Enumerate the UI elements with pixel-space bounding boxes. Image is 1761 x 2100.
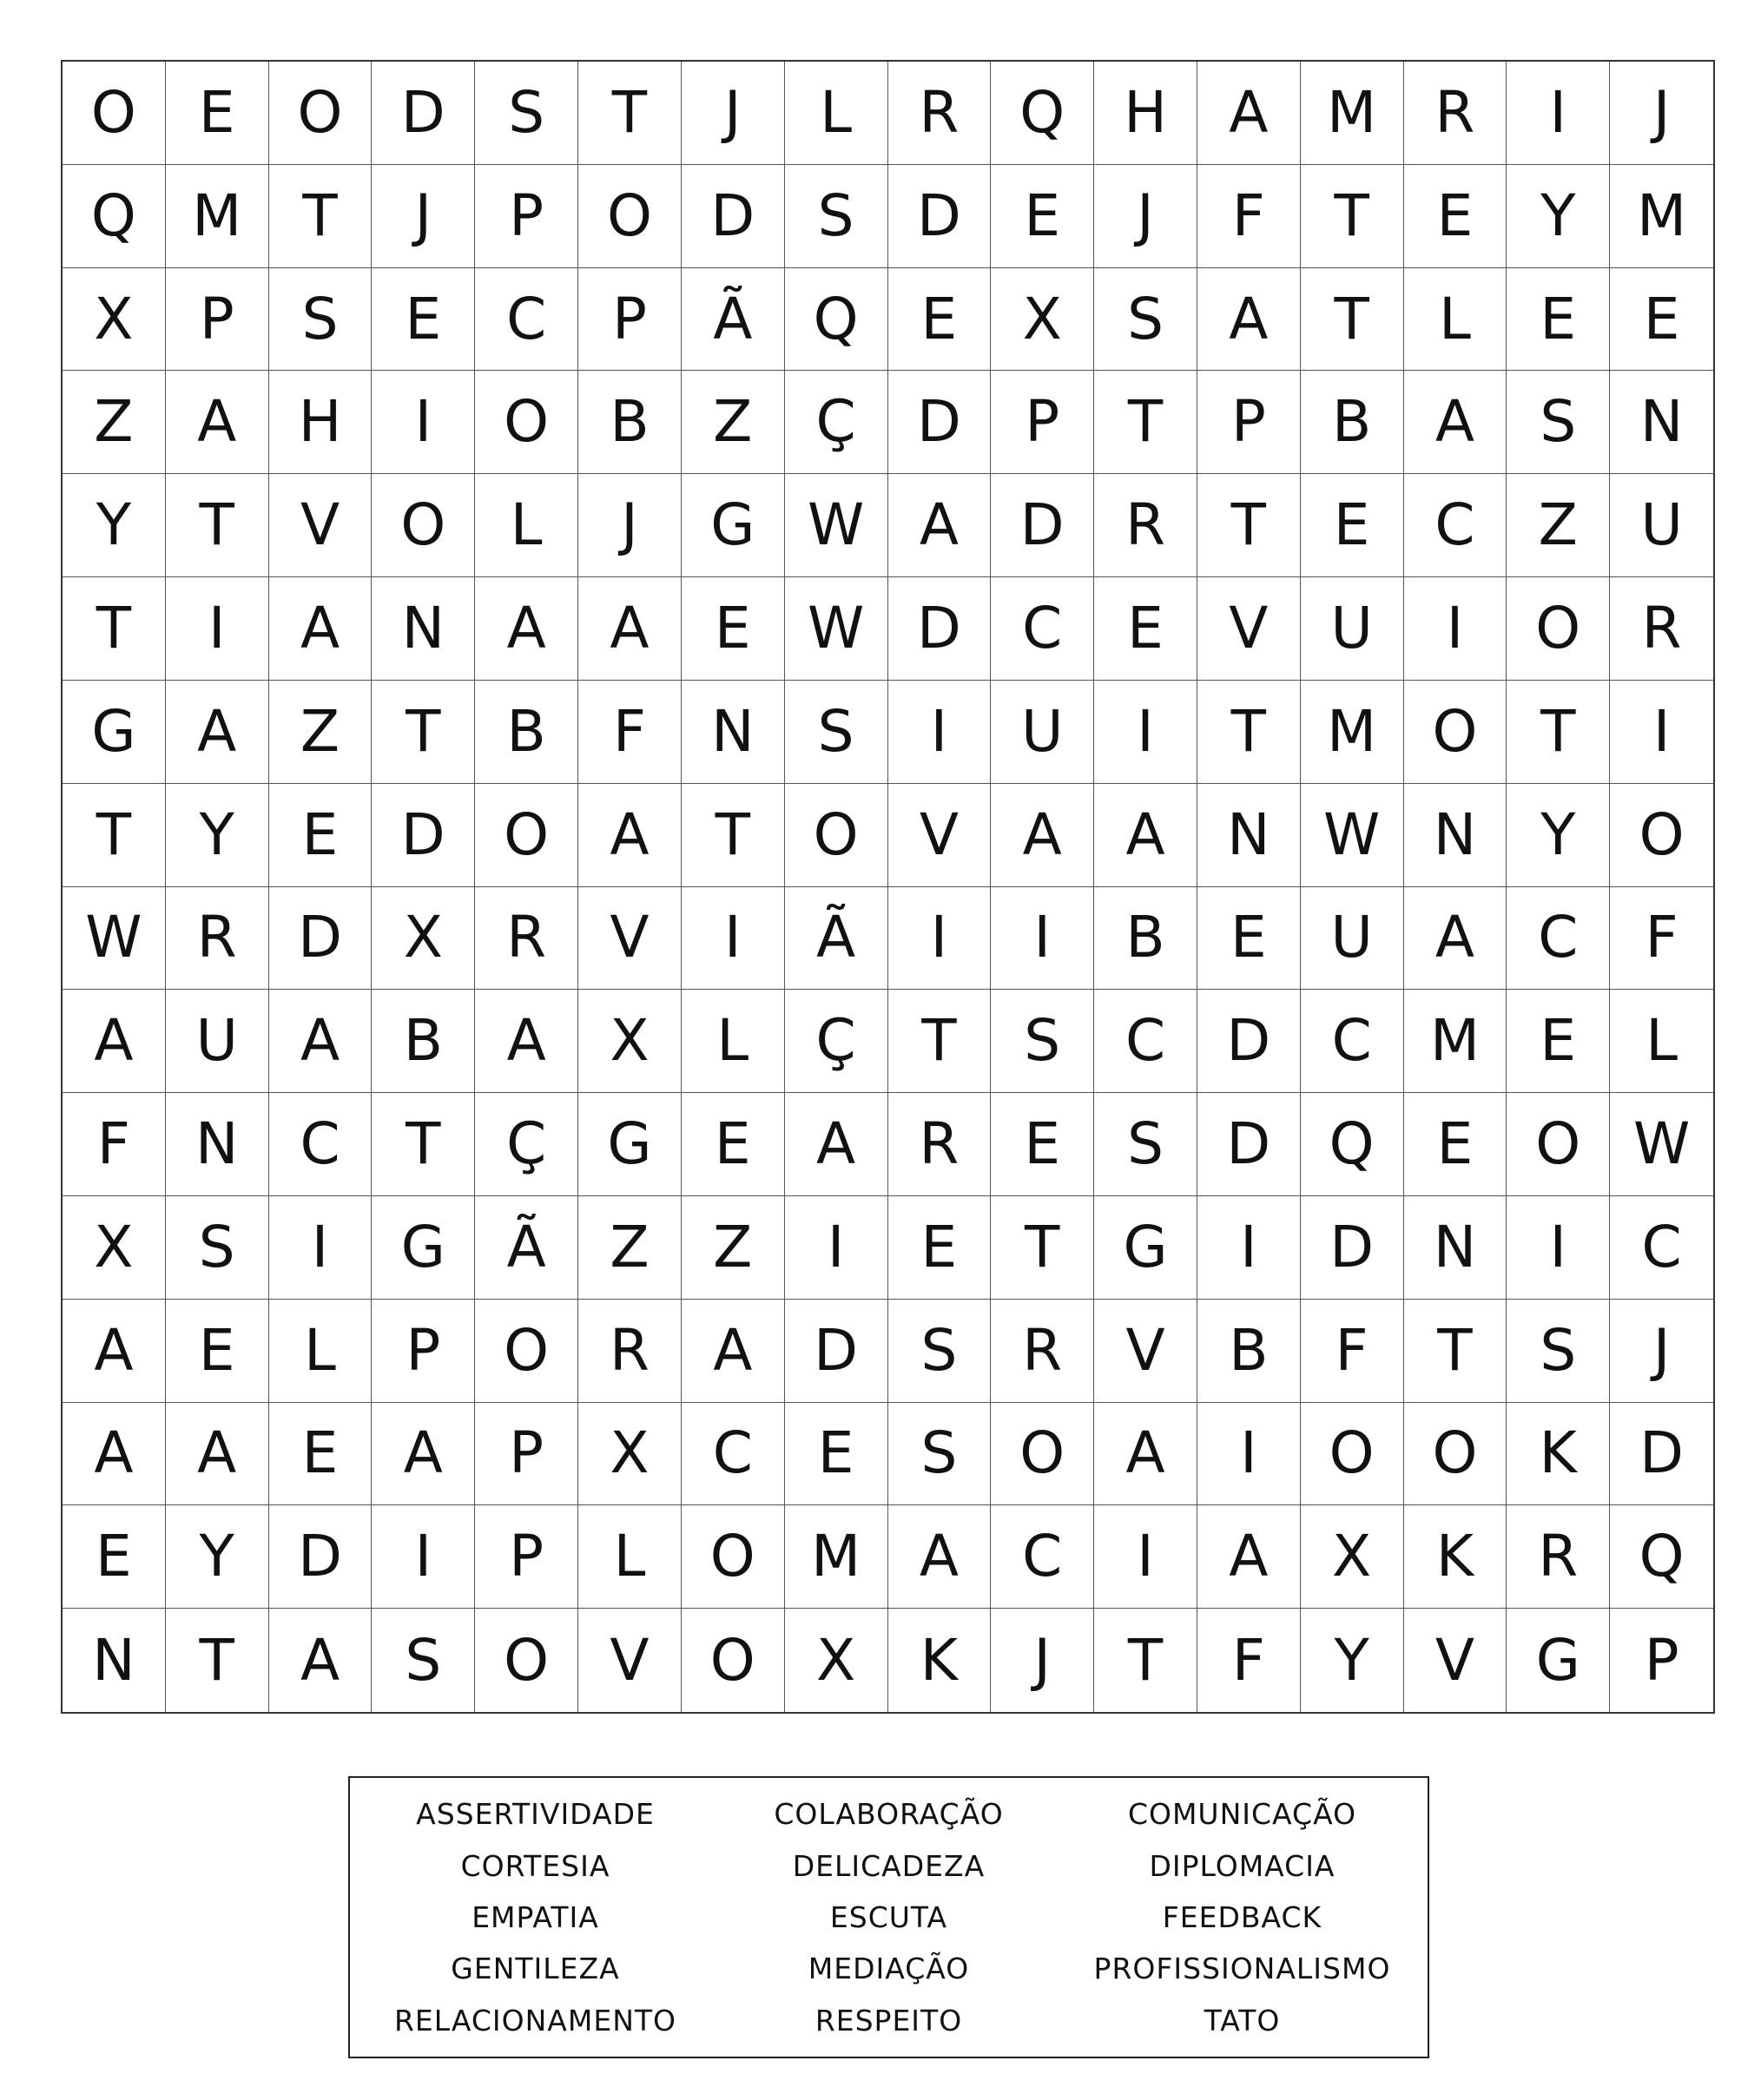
grid-letter-cell[interactable]: X: [785, 1609, 888, 1712]
grid-letter-cell[interactable]: A: [269, 1609, 373, 1712]
grid-letter-cell[interactable]: P: [578, 268, 682, 372]
grid-letter-cell[interactable]: A: [63, 1403, 166, 1506]
grid-letter-cell[interactable]: S: [1507, 371, 1610, 474]
word-bank-item: MEDIAÇÃO: [808, 1952, 970, 1986]
word-bank: [348, 1776, 1429, 2058]
grid-letter-cell[interactable]: R: [578, 1300, 682, 1403]
grid-letter-cell[interactable]: L: [269, 1300, 373, 1403]
grid-letter-cell[interactable]: R: [1507, 1505, 1610, 1609]
grid-letter-cell[interactable]: A: [578, 784, 682, 887]
grid-letter-cell[interactable]: S: [475, 62, 578, 165]
grid-letter-cell[interactable]: A: [888, 1505, 992, 1609]
grid-letter-cell[interactable]: O: [1404, 681, 1507, 784]
grid-letter-cell[interactable]: X: [372, 887, 475, 991]
grid-letter-cell[interactable]: O: [682, 1505, 785, 1609]
grid-letter-cell[interactable]: N: [1404, 1196, 1507, 1300]
grid-letter-cell[interactable]: I: [1610, 681, 1713, 784]
grid-letter-cell[interactable]: N: [1610, 371, 1713, 474]
word-bank-item: RESPEITO: [815, 2003, 963, 2037]
grid-letter-cell[interactable]: Ç: [785, 371, 888, 474]
grid-letter-cell[interactable]: E: [1197, 887, 1301, 991]
grid-letter-cell[interactable]: Y: [166, 784, 269, 887]
word-bank-item: FEEDBACK: [1162, 1899, 1322, 1934]
grid-letter-cell[interactable]: I: [888, 681, 992, 784]
grid-letter-cell[interactable]: T: [372, 1093, 475, 1196]
grid-letter-cell[interactable]: E: [1404, 1093, 1507, 1196]
word-bank-item: DELICADEZA: [792, 1848, 986, 1883]
grid-letter-cell[interactable]: O: [372, 474, 475, 577]
grid-letter-cell[interactable]: P: [372, 1300, 475, 1403]
grid-letter-cell[interactable]: N: [372, 577, 475, 681]
grid-letter-cell[interactable]: D: [1197, 1093, 1301, 1196]
grid-letter-cell[interactable]: W: [1610, 1093, 1713, 1196]
grid-letter-cell[interactable]: I: [269, 1196, 373, 1300]
grid-letter-cell[interactable]: D: [1197, 990, 1301, 1093]
grid-letter-cell[interactable]: A: [372, 1403, 475, 1506]
grid-letter-cell[interactable]: G: [578, 1093, 682, 1196]
grid-letter-cell[interactable]: D: [991, 474, 1094, 577]
grid-letter-cell[interactable]: Z: [578, 1196, 682, 1300]
grid-letter-cell[interactable]: F: [1610, 887, 1713, 991]
grid-letter-cell[interactable]: C: [991, 577, 1094, 681]
grid-letter-cell[interactable]: S: [1094, 268, 1197, 372]
grid-letter-cell[interactable]: Z: [1507, 474, 1610, 577]
grid-letter-cell[interactable]: Y: [1507, 165, 1610, 268]
grid-letter-cell[interactable]: D: [888, 371, 992, 474]
grid-letter-cell[interactable]: R: [888, 62, 992, 165]
grid-letter-cell[interactable]: D: [888, 165, 992, 268]
grid-letter-cell[interactable]: A: [1404, 887, 1507, 991]
grid-letter-cell[interactable]: S: [888, 1300, 992, 1403]
grid-letter-cell[interactable]: C: [1404, 474, 1507, 577]
grid-letter-cell[interactable]: I: [888, 887, 992, 991]
grid-letter-cell[interactable]: O: [475, 371, 578, 474]
grid-letter-cell[interactable]: I: [1507, 1196, 1610, 1300]
grid-letter-cell[interactable]: A: [1094, 1403, 1197, 1506]
grid-letter-cell[interactable]: E: [785, 1403, 888, 1506]
grid-letter-cell[interactable]: A: [269, 577, 373, 681]
grid-letter-cell[interactable]: E: [682, 577, 785, 681]
word-bank-item: GENTILEZA: [451, 1952, 620, 1986]
grid-letter-cell[interactable]: I: [372, 371, 475, 474]
grid-letter-cell[interactable]: D: [785, 1300, 888, 1403]
grid-letter-cell[interactable]: T: [372, 681, 475, 784]
grid-letter-cell[interactable]: C: [475, 268, 578, 372]
grid-letter-cell[interactable]: N: [166, 1093, 269, 1196]
grid-letter-cell[interactable]: O: [475, 1609, 578, 1712]
grid-letter-cell[interactable]: I: [785, 1196, 888, 1300]
grid-letter-cell[interactable]: R: [166, 887, 269, 991]
grid-letter-cell[interactable]: P: [475, 165, 578, 268]
grid-letter-cell[interactable]: D: [372, 784, 475, 887]
grid-letter-cell[interactable]: N: [63, 1609, 166, 1712]
word-bank-item: CORTESIA: [460, 1848, 610, 1883]
grid-letter-cell[interactable]: U: [1301, 577, 1404, 681]
grid-letter-cell[interactable]: J: [372, 165, 475, 268]
grid-letter-cell[interactable]: G: [1094, 1196, 1197, 1300]
grid-letter-cell[interactable]: J: [991, 1609, 1094, 1712]
grid-letter-cell[interactable]: O: [475, 1300, 578, 1403]
grid-letter-cell[interactable]: B: [1301, 371, 1404, 474]
grid-letter-cell[interactable]: W: [785, 577, 888, 681]
grid-letter-cell[interactable]: C: [682, 1403, 785, 1506]
grid-letter-cell[interactable]: R: [888, 1093, 992, 1196]
grid-letter-cell[interactable]: O: [269, 62, 373, 165]
grid-letter-cell[interactable]: T: [578, 62, 682, 165]
grid-letter-cell[interactable]: Y: [166, 1505, 269, 1609]
grid-letter-cell[interactable]: I: [1197, 1196, 1301, 1300]
grid-letter-cell[interactable]: B: [578, 371, 682, 474]
grid-letter-cell[interactable]: V: [1404, 1609, 1507, 1712]
grid-letter-cell[interactable]: D: [1610, 1403, 1713, 1506]
grid-letter-cell[interactable]: O: [682, 1609, 785, 1712]
grid-letter-cell[interactable]: P: [166, 268, 269, 372]
grid-letter-cell[interactable]: C: [1094, 990, 1197, 1093]
grid-letter-cell[interactable]: Q: [785, 268, 888, 372]
grid-letter-cell[interactable]: R: [475, 887, 578, 991]
grid-letter-cell[interactable]: T: [63, 784, 166, 887]
grid-letter-cell[interactable]: A: [475, 990, 578, 1093]
grid-letter-cell[interactable]: M: [1301, 62, 1404, 165]
grid-letter-cell[interactable]: U: [166, 990, 269, 1093]
grid-letter-cell[interactable]: I: [1404, 577, 1507, 681]
grid-letter-cell[interactable]: E: [63, 1505, 166, 1609]
grid-letter-cell[interactable]: Ã: [785, 887, 888, 991]
grid-letter-cell[interactable]: A: [578, 577, 682, 681]
grid-letter-cell[interactable]: V: [269, 474, 373, 577]
grid-letter-cell[interactable]: T: [1507, 681, 1610, 784]
grid-letter-cell[interactable]: T: [1301, 268, 1404, 372]
grid-letter-cell[interactable]: Ç: [475, 1093, 578, 1196]
word-bank-item: ASSERTIVIDADE: [416, 1797, 655, 1832]
grid-letter-cell[interactable]: G: [372, 1196, 475, 1300]
grid-letter-cell[interactable]: Q: [63, 165, 166, 268]
grid-letter-cell[interactable]: K: [1507, 1403, 1610, 1506]
grid-letter-cell[interactable]: Ã: [475, 1196, 578, 1300]
grid-letter-cell[interactable]: Y: [1507, 784, 1610, 887]
grid-letter-cell[interactable]: A: [682, 1300, 785, 1403]
grid-letter-cell[interactable]: U: [991, 681, 1094, 784]
grid-letter-cell[interactable]: E: [269, 1403, 373, 1506]
grid-letter-cell[interactable]: R: [1610, 577, 1713, 681]
grid-letter-cell[interactable]: P: [991, 371, 1094, 474]
grid-letter-cell[interactable]: D: [372, 62, 475, 165]
grid-letter-cell[interactable]: E: [1404, 165, 1507, 268]
grid-letter-cell[interactable]: A: [1404, 371, 1507, 474]
grid-letter-cell[interactable]: A: [475, 577, 578, 681]
grid-letter-cell[interactable]: J: [1610, 62, 1713, 165]
grid-letter-cell[interactable]: O: [475, 784, 578, 887]
grid-letter-cell[interactable]: M: [166, 165, 269, 268]
word-bank-item: RELACIONAMENTO: [393, 2003, 677, 2037]
grid-letter-cell[interactable]: I: [1507, 62, 1610, 165]
grid-letter-cell[interactable]: B: [1094, 887, 1197, 991]
grid-letter-cell[interactable]: E: [1094, 577, 1197, 681]
grid-letter-cell[interactable]: I: [1094, 1505, 1197, 1609]
grid-letter-cell[interactable]: F: [1301, 1300, 1404, 1403]
grid-letter-cell[interactable]: K: [1404, 1505, 1507, 1609]
grid-letter-cell[interactable]: O: [1404, 1403, 1507, 1506]
grid-letter-cell[interactable]: R: [1094, 474, 1197, 577]
grid-letter-cell[interactable]: I: [1197, 1403, 1301, 1506]
grid-letter-cell[interactable]: E: [991, 1093, 1094, 1196]
grid-letter-cell[interactable]: M: [785, 1505, 888, 1609]
grid-letter-cell[interactable]: D: [269, 1505, 373, 1609]
grid-letter-cell[interactable]: G: [63, 681, 166, 784]
grid-letter-cell[interactable]: K: [888, 1609, 992, 1712]
grid-letter-cell[interactable]: X: [63, 1196, 166, 1300]
grid-letter-cell[interactable]: C: [1610, 1196, 1713, 1300]
grid-letter-cell[interactable]: N: [1197, 784, 1301, 887]
grid-letter-cell[interactable]: E: [1301, 474, 1404, 577]
word-bank-item: PROFISSIONALISMO: [1093, 1952, 1391, 1986]
grid-letter-cell[interactable]: J: [682, 62, 785, 165]
grid-letter-cell[interactable]: O: [63, 62, 166, 165]
grid-letter-cell[interactable]: L: [785, 62, 888, 165]
grid-letter-cell[interactable]: H: [269, 371, 373, 474]
grid-letter-cell[interactable]: O: [1301, 1403, 1404, 1506]
word-bank-item: TATO: [1204, 2003, 1281, 2037]
grid-letter-cell[interactable]: E: [682, 1093, 785, 1196]
word-bank-item: COMUNICAÇÃO: [1127, 1797, 1357, 1832]
grid-letter-cell[interactable]: I: [682, 887, 785, 991]
grid-letter-cell[interactable]: M: [1301, 681, 1404, 784]
grid-letter-cell[interactable]: D: [682, 165, 785, 268]
grid-letter-cell[interactable]: Ã: [682, 268, 785, 372]
grid-letter-cell[interactable]: S: [991, 990, 1094, 1093]
grid-letter-cell[interactable]: O: [991, 1403, 1094, 1506]
grid-letter-cell[interactable]: S: [785, 165, 888, 268]
grid-letter-cell[interactable]: E: [166, 62, 269, 165]
grid-letter-cell[interactable]: L: [475, 474, 578, 577]
grid-letter-cell[interactable]: Z: [63, 371, 166, 474]
grid-letter-cell[interactable]: B: [475, 681, 578, 784]
grid-letter-cell[interactable]: F: [63, 1093, 166, 1196]
grid-letter-cell[interactable]: Z: [682, 1196, 785, 1300]
grid-letter-cell[interactable]: J: [578, 474, 682, 577]
grid-letter-cell[interactable]: F: [1197, 1609, 1301, 1712]
grid-letter-cell[interactable]: U: [1301, 887, 1404, 991]
grid-letter-cell[interactable]: S: [1094, 1093, 1197, 1196]
grid-letter-cell[interactable]: O: [1507, 1093, 1610, 1196]
grid-letter-cell[interactable]: S: [1507, 1300, 1610, 1403]
grid-letter-cell[interactable]: Z: [269, 681, 373, 784]
grid-letter-cell[interactable]: D: [888, 577, 992, 681]
grid-letter-cell[interactable]: V: [578, 887, 682, 991]
grid-letter-cell[interactable]: G: [682, 474, 785, 577]
grid-letter-cell[interactable]: E: [372, 268, 475, 372]
grid-letter-cell[interactable]: J: [1610, 1300, 1713, 1403]
grid-letter-cell[interactable]: T: [63, 577, 166, 681]
grid-letter-cell[interactable]: T: [888, 990, 992, 1093]
grid-letter-cell[interactable]: Q: [1301, 1093, 1404, 1196]
grid-letter-cell[interactable]: A: [63, 1300, 166, 1403]
grid-letter-cell[interactable]: A: [1197, 62, 1301, 165]
grid-letter-cell[interactable]: N: [682, 681, 785, 784]
grid-letter-cell[interactable]: T: [1094, 371, 1197, 474]
grid-letter-cell[interactable]: X: [578, 990, 682, 1093]
grid-letter-cell[interactable]: H: [1094, 62, 1197, 165]
grid-letter-cell[interactable]: I: [991, 887, 1094, 991]
grid-letter-cell[interactable]: D: [1301, 1196, 1404, 1300]
grid-letter-cell[interactable]: F: [1197, 165, 1301, 268]
grid-letter-cell[interactable]: N: [1404, 784, 1507, 887]
grid-letter-cell[interactable]: A: [1197, 1505, 1301, 1609]
word-search-grid: [61, 60, 1715, 1714]
grid-letter-cell[interactable]: A: [991, 784, 1094, 887]
grid-letter-cell[interactable]: X: [578, 1403, 682, 1506]
grid-letter-cell[interactable]: P: [1644, 1626, 1679, 1694]
grid-letter-cell[interactable]: A: [1094, 784, 1197, 887]
grid-letter-cell[interactable]: S: [269, 268, 373, 372]
grid-letter-cell[interactable]: U: [1610, 474, 1713, 577]
grid-letter-cell[interactable]: T: [1197, 681, 1301, 784]
grid-letter-cell[interactable]: T: [1301, 165, 1404, 268]
grid-letter-cell[interactable]: I: [166, 577, 269, 681]
word-bank-item: EMPATIA: [472, 1899, 599, 1934]
grid-letter-cell[interactable]: Ç: [785, 990, 888, 1093]
grid-letter-cell[interactable]: Y: [63, 474, 166, 577]
word-bank-item: ESCUTA: [829, 1899, 948, 1934]
grid-letter-cell[interactable]: O: [578, 165, 682, 268]
grid-letter-cell[interactable]: C: [991, 1505, 1094, 1609]
grid-letter-cell[interactable]: A: [166, 681, 269, 784]
grid-letter-cell[interactable]: R: [1404, 62, 1507, 165]
grid-letter-cell[interactable]: A: [888, 474, 992, 577]
grid-letter-cell[interactable]: S: [166, 1196, 269, 1300]
grid-letter-cell[interactable]: V: [578, 1609, 682, 1712]
grid-letter-cell[interactable]: Q: [1610, 1505, 1713, 1609]
grid-letter-cell[interactable]: T: [166, 474, 269, 577]
grid-letter-cell[interactable]: E: [888, 1196, 992, 1300]
grid-letter-cell[interactable]: W: [1301, 784, 1404, 887]
grid-letter-cell[interactable]: S: [888, 1403, 992, 1506]
grid-letter-cell[interactable]: E: [991, 165, 1094, 268]
grid-letter-cell[interactable]: B: [372, 990, 475, 1093]
grid-letter-cell[interactable]: C: [1301, 990, 1404, 1093]
grid-letter-cell[interactable]: P: [475, 1505, 578, 1609]
grid-letter-cell[interactable]: I: [1094, 681, 1197, 784]
grid-letter-cell[interactable]: D: [269, 887, 373, 991]
grid-letter-cell[interactable]: E: [1610, 268, 1713, 372]
grid-letter-cell[interactable]: A: [166, 1403, 269, 1506]
grid-letter-cell[interactable]: T: [1197, 474, 1301, 577]
word-bank-item: COLABORAÇÃO: [774, 1797, 1004, 1832]
grid-letter-cell[interactable]: Z: [682, 371, 785, 474]
grid-letter-cell[interactable]: T: [269, 165, 373, 268]
grid-letter-cell[interactable]: L: [578, 1505, 682, 1609]
grid-letter-cell[interactable]: A: [166, 371, 269, 474]
grid-letter-cell[interactable]: I: [372, 1505, 475, 1609]
grid-letter-cell[interactable]: X: [991, 268, 1094, 372]
grid-letter-cell[interactable]: X: [1301, 1505, 1404, 1609]
grid-letter-cell[interactable]: E: [1507, 268, 1610, 372]
grid-letter-cell[interactable]: G: [1507, 1609, 1610, 1712]
grid-letter-cell[interactable]: T: [1094, 1609, 1197, 1712]
grid-letter-cell[interactable]: T: [682, 784, 785, 887]
grid-letter-cell[interactable]: S: [785, 681, 888, 784]
grid-letter-cell[interactable]: V: [888, 784, 992, 887]
grid-letter-cell[interactable]: E: [888, 268, 992, 372]
grid-letter-cell[interactable]: P: [1197, 371, 1301, 474]
grid-letter-cell[interactable]: F: [578, 681, 682, 784]
grid-letter-cell[interactable]: A: [269, 990, 373, 1093]
grid-letter-cell[interactable]: M: [1404, 990, 1507, 1093]
grid-letter-cell[interactable]: E: [166, 1300, 269, 1403]
grid-letter-cell[interactable]: C: [1507, 887, 1610, 991]
grid-letter-cell[interactable]: C: [269, 1093, 373, 1196]
grid-letter-cell[interactable]: V: [1094, 1300, 1197, 1403]
grid-letter-cell[interactable]: L: [1610, 990, 1713, 1093]
grid-letter-cell[interactable]: W: [63, 887, 166, 991]
grid-letter-cell[interactable]: T: [1404, 1300, 1507, 1403]
grid-letter-cell[interactable]: Y: [1301, 1609, 1404, 1712]
grid-letter-cell[interactable]: A: [63, 990, 166, 1093]
grid-letter-cell[interactable]: P: [475, 1403, 578, 1506]
grid-letter-cell[interactable]: A: [1197, 268, 1301, 372]
grid-letter-cell[interactable]: E: [1507, 990, 1610, 1093]
grid-letter-cell[interactable]: B: [1197, 1300, 1301, 1403]
grid-letter-cell[interactable]: A: [785, 1093, 888, 1196]
grid-letter-cell[interactable]: O: [1610, 784, 1713, 887]
grid-letter-cell[interactable]: L: [1404, 268, 1507, 372]
grid-letter-cell[interactable]: L: [682, 990, 785, 1093]
grid-letter-cell[interactable]: O: [785, 784, 888, 887]
grid-letter-cell[interactable]: E: [269, 784, 373, 887]
grid-letter-cell[interactable]: T: [166, 1609, 269, 1712]
grid-letter-cell[interactable]: S: [372, 1609, 475, 1712]
grid-letter-cell[interactable]: W: [785, 474, 888, 577]
grid-letter-cell[interactable]: M: [1610, 165, 1713, 268]
grid-letter-cell[interactable]: Q: [991, 62, 1094, 165]
word-bank-item: DIPLOMACIA: [1149, 1848, 1336, 1883]
grid-letter-cell[interactable]: J: [1094, 165, 1197, 268]
grid-letter-cell[interactable]: V: [1197, 577, 1301, 681]
grid-letter-cell[interactable]: O: [1507, 577, 1610, 681]
grid-letter-cell[interactable]: R: [991, 1300, 1094, 1403]
grid-letter-cell[interactable]: T: [991, 1196, 1094, 1300]
grid-letter-cell[interactable]: X: [63, 268, 166, 372]
